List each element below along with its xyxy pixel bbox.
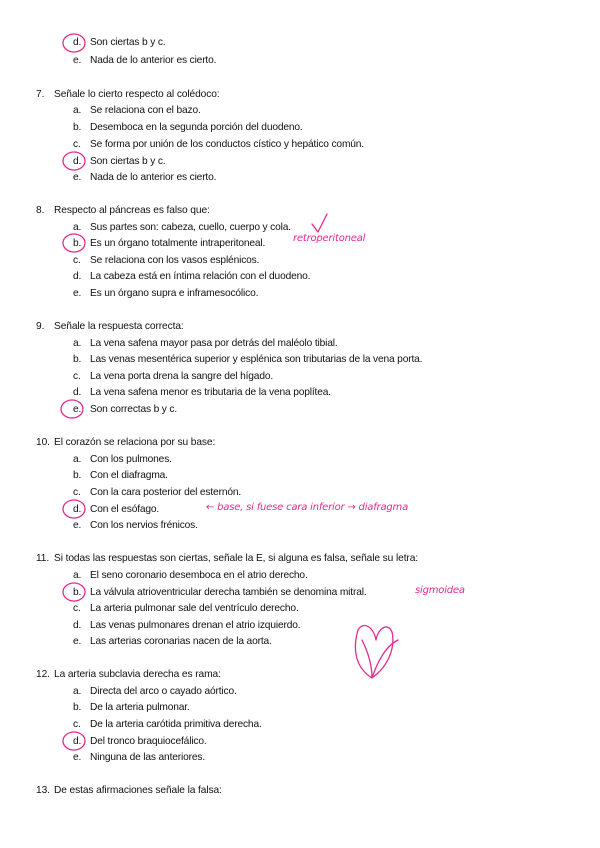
q12-option-c: c. De la arteria carótida primitiva derecha. [73, 719, 262, 730]
question-9: 9. Señale la respuesta correcta: [36, 321, 184, 332]
question-8: 8. Respecto al páncreas es falso que: [36, 205, 210, 216]
option-top-d: d. Son ciertas b y c. [73, 37, 166, 48]
q12-option-a: a. Directa del arco o cayado aórtico. [73, 686, 237, 697]
q10-option-a: a. Con los pulmones. [73, 454, 172, 465]
q8-option-a: a. Sus partes son: cabeza, cuello, cuerpo y cola. [73, 222, 291, 233]
q9-option-b: b. Las venas mesentérica superior y esplénica son tributarias de la vena porta. [73, 354, 423, 365]
q11-option-d: d. Las venas pulmonares drenan el atrio izquierdo. [73, 620, 301, 631]
q8-option-e: e. Es un órgano supra e inframesocólico. [73, 288, 259, 299]
q7-option-d: d. Son ciertas b y c. [73, 156, 166, 167]
q12-option-b: b. De la arteria pulmonar. [73, 702, 190, 713]
doodle-heart-drawing [355, 625, 398, 678]
q9-option-a: a. La vena safena mayor pasa por detrás del maléolo tibial. [73, 338, 338, 349]
question-7: 7. Señale lo cierto respecto al colédoco: [36, 89, 220, 100]
q12-option-d: d. Del tronco braquiocefálico. [73, 736, 207, 747]
note-retroperitoneal: retroperitoneal [293, 233, 366, 244]
q8-option-d: d. La cabeza está en íntima relación con el duodeno. [73, 271, 311, 282]
q9-option-c: c. La vena porta drena la sangre del hígado. [73, 371, 274, 382]
question-11: 11. Si todas las respuestas son ciertas, señale la E, si alguna es falsa, señale su letra: [36, 553, 419, 564]
q10-option-d: d. Con el esófago. [73, 504, 160, 515]
check-mark-q8-a [312, 214, 327, 232]
q11-option-c: c. La arteria pulmonar sale del ventrículo derecho. [73, 603, 299, 614]
option-top-e: e. Nada de lo anterior es cierto. [73, 55, 217, 66]
q11-option-e: e. Las arterias coronarias nacen de la aorta. [73, 636, 272, 647]
q10-option-b: b. Con el diafragma. [73, 470, 168, 481]
note-sigmoidea: sigmoidea [415, 585, 465, 596]
q8-option-b: b. Es un órgano totalmente intraperitoneal. [73, 238, 266, 249]
q7-option-a: a. Se relaciona con el bazo. [73, 105, 201, 116]
q11-option-b: b. La válvula atrioventricular derecha también se denomina mitral. [73, 587, 367, 598]
question-13: 13. De estas afirmaciones señale la falsa: [36, 785, 222, 796]
note-base-diafragma: ← base, si fuese cara inferior → diafragma [206, 502, 408, 513]
q7-option-b: b. Desemboca en la segunda porción del duodeno. [73, 122, 303, 133]
q9-option-d: d. La vena safena menor es tributaria de la vena poplítea. [73, 387, 331, 398]
q9-option-e: e. Son correctas b y c. [73, 404, 178, 415]
q10-option-c: c. Con la cara posterior del esternón. [73, 487, 242, 498]
q11-option-a: a. El seno coronario desemboca en el atrio derecho. [73, 570, 308, 581]
question-10: 10. El corazón se relaciona por su base: [36, 437, 216, 448]
q7-option-e: e. Nada de lo anterior es cierto. [73, 172, 217, 183]
q12-option-e: e. Ninguna de las anteriores. [73, 752, 206, 763]
q8-option-c: c. Se relaciona con los vasos esplénicos. [73, 255, 260, 266]
question-12: 12. La arteria subclavia derecha es rama: [36, 669, 221, 680]
q7-option-c: c. Se forma por unión de los conductos cístico y hepático común. [73, 139, 364, 150]
q10-option-e: e. Con los nervios frénicos. [73, 520, 198, 531]
